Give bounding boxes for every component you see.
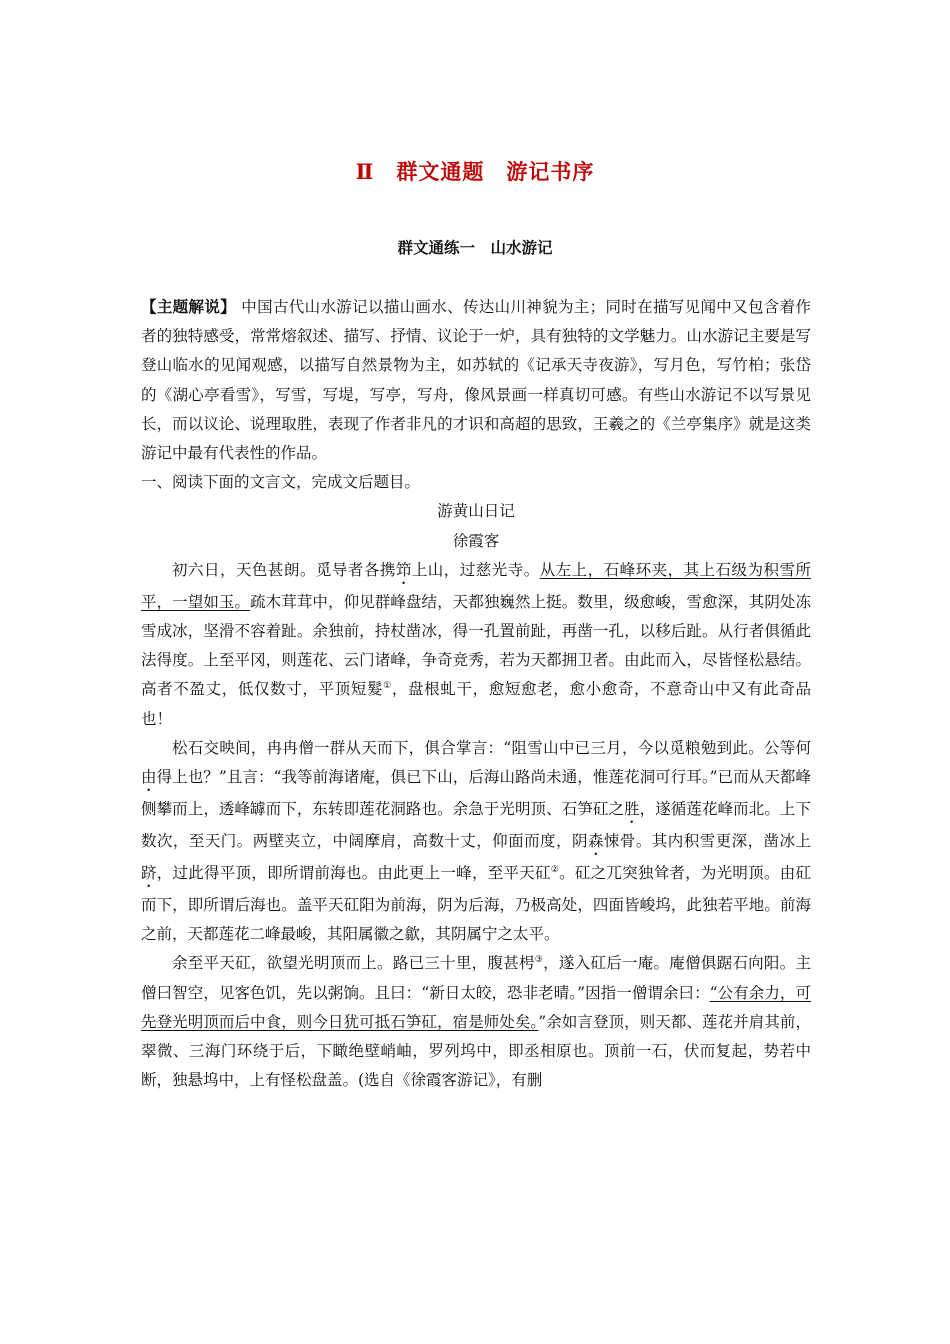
article-author: 徐霞客 (452, 531, 500, 550)
footnote-marker: ① (383, 681, 392, 692)
text-run: 初六日，天色甚朗。觅导者各携 (172, 560, 396, 579)
footnote-marker: ② (550, 864, 560, 875)
text-run: 得上也？”且言：“我等前海诸庵，俱已下山，后海山路尚未通，惟莲花洞可行耳。”已而从天都峰侧攀而上，透峰罅而下，东转即莲花洞路也。余急于光明顶、石笋矼之 (141, 768, 811, 819)
article-paragraph-1 (141, 556, 811, 734)
intro-paragraph (141, 292, 811, 468)
text-run: 余至平天矼，欲望光明顶而上。路已三十里，腹甚枵 (172, 954, 535, 973)
text-run: 。矼之兀突独耸者，为光明顶。由矼而下，即所谓后海也。盖平天矼阳为前海，阴为后海，乃极高处，四面皆峻坞，此独若平地。前海之前，天都莲花二峰最峻，其阳属徽之歙，其阴属宁之太平。 (141, 864, 811, 944)
exercise-heading: 群文通练一 山水游记 (397, 238, 553, 257)
text-run: 疏木茸茸中，仰见群峰盘结，天都独巍然上挺。数里，级愈峻，雪愈深，其阴处冻雪成冰，坚滑不容着趾。余独前，持杖凿冰，得一孔置前趾，再凿一孔，以移后趾。从行者俱循此法得度。上至平冈，则莲花、云门诸峰，争奇竞秀，若为天都拥卫者。由此而入，尽皆怪松悬结。高者不盈丈，低仅数寸，平顶短髮 (141, 592, 811, 699)
intro-tag: 【主题解说】 (141, 297, 237, 316)
text-run: ，过此得平顶，即所谓前海也。由此更上一峰，至平天矼 (156, 864, 551, 883)
text-run: 松石交映间，冉冉僧一群从天而下，俱合掌言：“阻雪山中已三月，今以觅粮勉到此。公等何 (172, 738, 811, 757)
text-run: ，遂入矼后一庵。庵僧俱踞石向阳。主僧曰智空，见客色饥，先以粥饷。且曰：“新日太皎，恐非老晴。”因指一僧谓余曰： (141, 954, 811, 1002)
emphasized-char: 由 (141, 768, 157, 787)
article-paragraph-2 (141, 734, 811, 950)
page-body (141, 292, 811, 1095)
task-instruction: 一、阅读下面的文言文，完成文后题目。 (141, 473, 421, 492)
emphasized-char: 跻 (141, 864, 157, 883)
intro-text: 中国古代山水游记以描山画水、传达山川神貌为主；同时在描写见闻中又包含着作者的独特感受，常常熔叙述、描写、抒情、议论于一炉，具有独特的文学魅力。山水游记主要是写登山临水的见闻观感，以描写自然景物为主，如苏轼的《记承天寺夜游》，写月色，写竹柏；张岱的《湖心亭看雪》，写雪，写堤，写亭，写舟，像风景画一样真切可感。有些山水游记不以写景见长，而以议论、说理取胜，表现了作者非凡的才识和高超的思致，王羲之的《兰亭集序》就是这类游记中最有代表性的作品。 (141, 298, 811, 463)
emphasized-char: 森 (587, 832, 604, 851)
text-run: 悚骨。其内积雪更深，凿冰上 (603, 832, 811, 851)
footnote-marker: ③ (534, 955, 544, 966)
underlined-sentence: “公有余力，可先登光明顶而后中食，则今日犹可抵石笋矼，宿是师处矣。 (141, 983, 811, 1031)
article-paragraph-3 (141, 949, 811, 1095)
text-run: ”余如言登顶，则天都、莲花并肩其前，翠微、三海门环绕于后，下瞰绝壁峭岫，罗列坞中，即丞相原也。顶前一石，伏而复起，势若中断，独悬坞中，上有怪松盘盖。(选自《徐霞客游记》，有删 (141, 1012, 811, 1090)
article-title: 游黄山日记 (437, 502, 515, 521)
emphasized-char: 笻 (395, 560, 412, 579)
text-run: ，遂循莲花峰而北。上下数次，至天门。两壁夹立，中阔摩肩，高数十丈，仰面而度，阴 (141, 800, 811, 851)
emphasized-char: 胜 (624, 800, 640, 819)
section-heading: Ⅱ 群文通题 游记书序 (355, 159, 595, 184)
text-run: ，盘根虬干，愈短愈老，愈小愈奇，不意奇山中又有此奇品也！ (141, 680, 811, 728)
underlined-sentence: 从左上，石峰环夹，其上石级为积雪所平，一望如玉。 (141, 560, 811, 611)
text-run: 上山，过慈光寺。 (411, 560, 540, 579)
